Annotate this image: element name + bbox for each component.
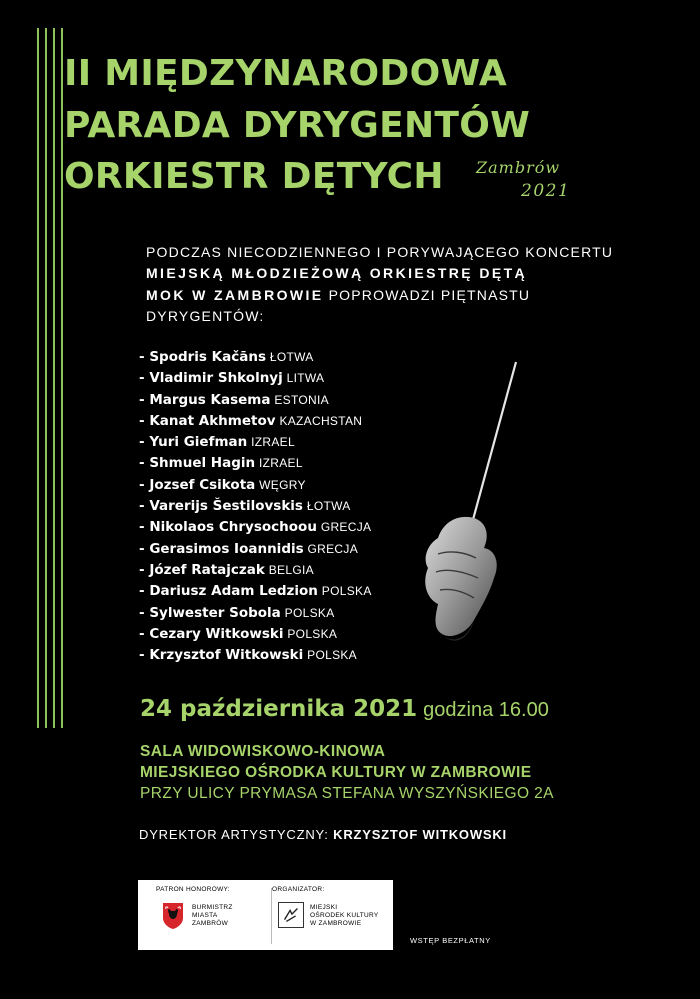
conductor-country: POLSKA xyxy=(284,605,335,620)
conductor-country: IZRAEL xyxy=(251,435,295,450)
director-name: KRZYSZTOF WITKOWSKI xyxy=(333,827,507,842)
patron-line-1: BURMISTRZ xyxy=(192,904,233,911)
year-script: 2021 xyxy=(521,181,571,201)
organizer-line-2: OŚRODEK KULTURY xyxy=(310,912,379,919)
conductor-name: Krzysztof Witkowski xyxy=(149,647,304,664)
list-dash: - xyxy=(139,604,150,621)
conductor-country: KAZACHSTAN xyxy=(279,413,363,428)
organizer-label: ORGANIZATOR: xyxy=(272,886,325,893)
title-line-1: II MIĘDZYNARODOWA xyxy=(64,53,508,94)
list-dash: - xyxy=(139,583,150,600)
list-dash: - xyxy=(139,455,150,472)
list-dash: - xyxy=(139,625,150,642)
institution-name: MOK W ZAMBROWIE xyxy=(146,287,324,303)
conductor-name: Spodris Kačāns xyxy=(149,349,266,365)
conductor-hand-illustration xyxy=(408,358,538,648)
intro-line-3 xyxy=(146,287,586,303)
conductor-item xyxy=(139,389,372,410)
list-dash: - xyxy=(139,434,150,451)
event-date: 24 października 2021 xyxy=(140,696,418,722)
patron-line-3: ZAMBRÓW xyxy=(192,920,229,927)
artistic-director xyxy=(139,827,507,842)
list-dash: - xyxy=(139,349,150,365)
conductor-list xyxy=(139,346,372,665)
venue-line-1: SALA WIDOWISKOWO-KINOWA xyxy=(140,743,386,760)
sponsor-divider xyxy=(271,888,272,944)
decorative-line xyxy=(53,28,55,728)
list-dash: - xyxy=(139,647,150,664)
free-entry-note: WSTĘP BEZPŁATNY xyxy=(410,936,491,945)
conductor-country: ESTONIA xyxy=(274,392,329,407)
patron-line-2: MIASTA xyxy=(192,912,218,919)
conductor-item xyxy=(139,474,372,495)
conductor-name: Nikolaos Chrysochoou xyxy=(149,519,317,536)
list-dash: - xyxy=(139,540,150,557)
conductor-country: ŁOTWA xyxy=(306,499,351,514)
conductor-name: Sylwester Sobola xyxy=(149,604,281,621)
intro-line-3-rest: POPROWADZI PIĘTNASTU xyxy=(328,287,531,303)
title-line-3: ORKIESTR DĘTYCH xyxy=(64,156,444,197)
mok-logo-icon xyxy=(278,902,304,928)
decorative-line xyxy=(61,28,63,728)
conductor-country: POLSKA xyxy=(287,626,338,641)
conductor-item xyxy=(139,559,372,580)
venue-line-2: MIEJSKIEGO OŚRODKA KULTURY W ZAMBROWIE xyxy=(140,764,532,781)
conductor-item xyxy=(139,346,372,367)
conductor-name: Kanat Akhmetov xyxy=(149,412,276,429)
conductor-item xyxy=(139,431,372,452)
conductor-country: WĘGRY xyxy=(259,477,306,492)
list-dash: - xyxy=(139,370,150,387)
conductor-item xyxy=(139,410,372,431)
conductor-name: Józef Ratajczak xyxy=(149,561,265,578)
organizer-line-1: MIEJSKI xyxy=(310,904,338,911)
conductor-item xyxy=(139,452,372,473)
conductor-country: POLSKA xyxy=(321,584,372,599)
conductor-country: BELGIA xyxy=(268,562,314,577)
conductor-name: Cezary Witkowski xyxy=(149,625,284,642)
conductor-country: GRECJA xyxy=(320,520,372,535)
conductor-name: Shmuel Hagin xyxy=(149,455,256,472)
conductor-item xyxy=(139,367,372,388)
director-label: DYREKTOR ARTYSTYCZNY: xyxy=(139,827,329,842)
sponsors-box xyxy=(138,880,393,950)
conductor-country: POLSKA xyxy=(307,648,357,663)
conductor-name: Dariusz Adam Ledzion xyxy=(149,583,318,600)
conductor-item xyxy=(139,495,372,516)
decorative-line xyxy=(45,28,47,728)
decorative-line xyxy=(37,28,39,728)
conductor-country: IZRAEL xyxy=(259,456,303,471)
event-date-line xyxy=(140,696,549,722)
list-dash: - xyxy=(139,391,150,408)
conductor-item xyxy=(139,623,372,644)
intro-line-4: DYRYGENTÓW: xyxy=(146,308,265,324)
list-dash: - xyxy=(139,498,150,515)
list-dash: - xyxy=(139,519,150,536)
conductor-item xyxy=(139,602,372,623)
conductor-country: ŁOTWA xyxy=(269,350,314,364)
orchestra-name: MIEJSKĄ MŁODZIEŻOWĄ ORKIESTRĘ DĘTĄ xyxy=(146,265,528,281)
conductor-item xyxy=(139,538,372,559)
baton-stick xyxy=(468,362,516,538)
conductor-item xyxy=(139,644,372,665)
list-dash: - xyxy=(139,476,150,493)
patron-label: PATRON HONOROWY: xyxy=(156,886,230,893)
zambrow-crest-icon xyxy=(162,902,184,930)
conductor-name: Vladimir Shkolnyj xyxy=(149,370,283,387)
venue-address: PRZY ULICY PRYMASA STEFANA WYSZYŃSKIEGO 2A xyxy=(140,785,554,802)
gloved-hand xyxy=(425,517,497,636)
intro-line-2 xyxy=(146,265,586,281)
conductor-item xyxy=(139,516,372,537)
conductor-country: GRECJA xyxy=(307,541,359,556)
organizer-line-3: W ZAMBROWIE xyxy=(310,920,362,927)
list-dash: - xyxy=(139,561,150,578)
city-script: Zambrów xyxy=(476,158,561,177)
event-time: godzina 16.00 xyxy=(423,699,549,721)
intro-line-1: PODCZAS NIECODZIENNEGO I PORYWAJĄCEGO KONCERTU xyxy=(146,244,614,260)
conductor-name: Margus Kasema xyxy=(149,391,271,408)
conductor-name: Yuri Giefman xyxy=(149,434,248,451)
conductor-item xyxy=(139,580,372,601)
conductor-name: Varerijs Šestilovskis xyxy=(149,498,303,515)
list-dash: - xyxy=(139,412,150,429)
title-line-2: PARADA DYRYGENTÓW xyxy=(64,105,531,146)
conductor-name: Jozsef Csikota xyxy=(149,476,256,493)
conductor-country: LITWA xyxy=(286,371,325,386)
conductor-name: Gerasimos Ioannidis xyxy=(149,540,304,557)
